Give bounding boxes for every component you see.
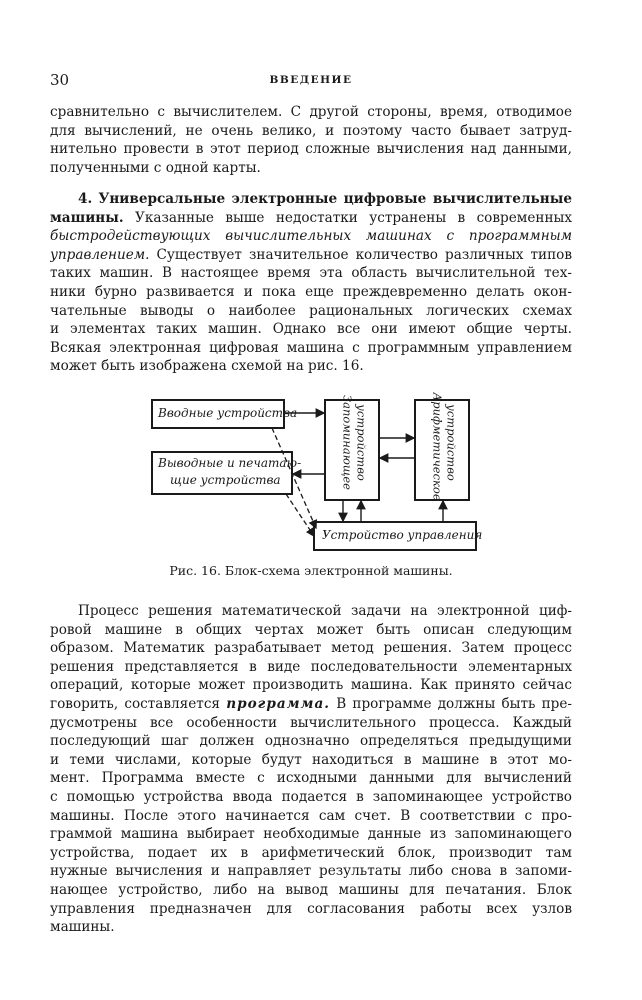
text-line: полученными с одной карты. — [50, 159, 261, 176]
running-head: ВВЕДЕНИЕ — [269, 74, 353, 86]
text-fragment: Указанные выше недостатки устранены в современных — [135, 209, 572, 226]
output-block-label-line2: щие устройства — [170, 473, 281, 487]
memory-block-label-line1: Запоминающее — [340, 395, 355, 490]
block-diagram — [140, 388, 500, 560]
text-line: ники бурно развивается и пока еще преждевременно делать окон- — [50, 283, 572, 300]
text-line: Процесс решения математической задачи на электронной циф- — [78, 603, 572, 619]
text-line-italic: быстродействующих вычислительных машинах с программным — [50, 228, 572, 245]
text-line: машины. После этого начинается сам счет. В соответствии с про- — [50, 807, 572, 824]
text-fragment: Существует значительное количество различных типов — [156, 246, 572, 263]
input-block-label: Вводные устройства — [158, 406, 298, 420]
text-line: может быть изображена схемой на рис. 16. — [50, 358, 364, 375]
text-line: Всякая электронная цифровая машина с программным управлением — [50, 339, 572, 356]
text-line: нающее устройство, либо на вывод машины для печатания. Блок — [50, 881, 572, 898]
page-header — [50, 70, 572, 90]
text-line: с помощью устройства ввода подается в запоминающее устройство — [50, 788, 572, 805]
term-program: программа. — [226, 695, 331, 712]
text-line: чательные выводы о наиболее рациональных логических схемах — [50, 302, 572, 319]
section-heading — [50, 190, 572, 209]
text-line: управления предназначен для согласования работы всех узлов — [50, 900, 572, 917]
text-line: для вычислений, не очень велико, и поэтому часто бывает затруд- — [50, 122, 572, 139]
section-number: 4. — [78, 191, 93, 207]
arithmetic-block-label-line2: устройство — [444, 404, 459, 481]
page-number: 30 — [50, 71, 70, 89]
text-line: и теми числами, которые будут находиться в машине в этот мо- — [50, 751, 572, 768]
text-line: устройства, подает их в арифметический блок, производит там — [50, 844, 572, 861]
text-line: дусмотрены все особенности вычислительного процесса. Каждый — [50, 714, 572, 731]
text-line: нительно провести в этот период сложные вычисления над данными, — [50, 141, 572, 158]
text-line: решения представляется в виде последовательности элементарных — [50, 658, 572, 675]
text-line: операций, которые может производить машина. Как принято сейчас — [50, 677, 572, 694]
arithmetic-block-label-line1: Арифметическое — [430, 392, 445, 501]
text-line: ровой машине в общих чертах может быть описан следующим — [50, 621, 572, 638]
memory-block-label-line2: устройство — [354, 404, 369, 481]
control-block-label: Устройство управления — [322, 528, 483, 542]
text-line: и элементах таких машин. Однако все они имеют общие черты. — [50, 321, 572, 338]
text-line: таких машин. В настоящее время эта область вычислительной тех- — [50, 265, 572, 282]
text-line: машины. — [50, 919, 115, 936]
figure-caption: Рис. 16. Блок-схема электронной машины. — [169, 563, 453, 578]
text-line: граммой машина выбирает необходимые данные из запоминающего — [50, 826, 572, 843]
text-line — [50, 695, 572, 714]
output-block-label-line1: Выводные и печатаю- — [158, 456, 302, 470]
paragraph-top — [50, 103, 572, 177]
text-line: образом. Математик разрабатывает метод решения. Затем процесс — [50, 640, 572, 657]
section-heading-end: машины. — [50, 209, 124, 226]
text-fragment: говорить, составляется — [50, 695, 221, 712]
section-4 — [50, 190, 572, 376]
text-line: нужные вычисления и направляет результаты либо снова в запоми- — [50, 863, 572, 880]
text-line: последующий шаг должен однозначно определяться предыдущими — [50, 733, 572, 750]
paragraph-bottom — [50, 602, 572, 937]
control-link-output — [286, 494, 314, 536]
section-heading-line: Универсальные электронные цифровые вычислительные — [98, 191, 572, 207]
text-line — [50, 209, 572, 228]
text-line: мент. Программа вместе с исходными данными для вычислений — [50, 770, 572, 787]
text-fragment: В программе должны быть пре- — [336, 695, 572, 712]
text-line — [50, 246, 572, 265]
italic-term: управлением. — [50, 246, 150, 263]
text-line: сравнительно с вычислителем. С другой стороны, время, отводимое — [50, 104, 572, 120]
